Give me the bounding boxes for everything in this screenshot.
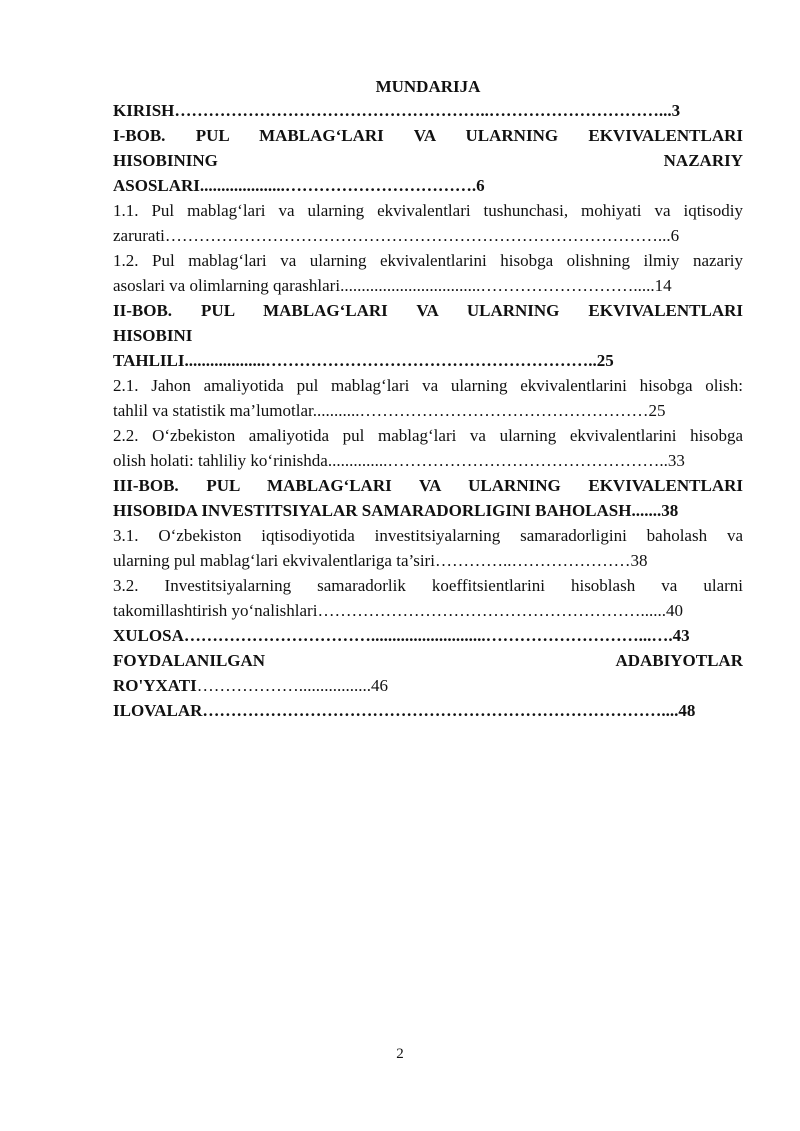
toc-line: ILOVALAR………………………………………………………………………....48: [113, 701, 696, 720]
toc-line: [113, 148, 743, 173]
toc-entry-section-3-1: [113, 523, 743, 573]
toc-line: [113, 673, 743, 698]
toc-line: 1.1. Pul mablag‘lari va ularning ekvivalentlari tushunchasi, mohiyati va iqtisodiy: [113, 201, 743, 220]
toc-line: asoslari va olimlarning qarashlari.................................……………………….....14: [113, 276, 672, 295]
toc-line: TAHLILI...................…………………………………………………..25: [113, 351, 614, 370]
toc-line: KIRISH………………………………………………..…………………………...3: [113, 101, 681, 120]
toc-entry-kirish: [113, 98, 743, 123]
toc-line-part: ……………….................46: [196, 676, 388, 695]
toc-line: ASOSLARI....................…………………………….6: [113, 176, 485, 195]
toc-line: XULOSA……………………………...........................………………………...….43: [113, 626, 690, 645]
toc-entry-references: [113, 648, 743, 698]
toc-line: 2.1. Jahon amaliyotida pul mablag‘lari va ularning ekvivalentlarini hisobga olish:: [113, 376, 743, 395]
toc-line: I-BOB. PUL MABLAG‘LARI VA ULARNING EKVIVALENTLARI: [113, 126, 743, 145]
toc-line-part: FOYDALANILGAN: [113, 651, 266, 670]
toc-line: 3.2. Investitsiyalarning samaradorlik koeffitsientlarini hisoblash va ularni: [113, 576, 743, 595]
toc-line: II-BOB. PUL MABLAG‘LARI VA ULARNING EKVIVALENTLARI: [113, 301, 743, 320]
toc-line: HISOBIDA INVESTITSIYALAR SAMARADORLIGINI BAHOLASH.......38: [113, 501, 679, 520]
toc-entry-section-2-2: [113, 423, 743, 473]
toc-entry-section-2-1: [113, 373, 743, 423]
toc-entry-xulosa: [113, 623, 743, 648]
toc-line: 2.2. O‘zbekiston amaliyotida pul mablag‘lari va ularning ekvivalentlarini hisobga: [113, 426, 743, 445]
toc-line: zarurati……………………………………………………………………………...6: [113, 226, 680, 245]
toc-line: takomillashtirish yo‘nalishlari…………………………………………………......40: [113, 601, 683, 620]
page-number: 2: [396, 1046, 404, 1062]
toc-line: 1.2. Pul mablag‘lari va ularning ekvivalentlarini hisobga olishning ilmiy nazariy: [113, 251, 743, 270]
toc-line-part: RO'YXATI: [113, 676, 197, 695]
toc-line-part: NAZARIY: [663, 151, 743, 170]
toc-entry-section-3-2: [113, 573, 743, 623]
toc-line: ularning pul mablag‘lari ekvivalentlariga ta’siri…………..…………………38: [113, 551, 648, 570]
toc-title: MUNDARIJA: [375, 77, 481, 96]
toc-line: III-BOB. PUL MABLAG‘LARI VA ULARNING EKVIVALENTLARI: [113, 476, 743, 495]
toc-line: 3.1. O‘zbekiston iqtisodiyotida investitsiyalarning samaradorligini baholash va: [113, 526, 743, 545]
toc-line: tahlil va statistik ma’lumotlar...........……………………………………………25: [113, 401, 666, 420]
toc-entry-chapter-3: [113, 473, 743, 523]
toc-line-part: ADABIYOTLAR: [615, 651, 743, 670]
toc-line: [113, 648, 743, 673]
toc-entry-chapter-2: [113, 298, 743, 373]
toc-line-part: HISOBINING: [113, 151, 218, 170]
toc-entry-section-1-1: [113, 198, 743, 248]
toc-entry-chapter-1: [113, 123, 743, 198]
toc-line: HISOBINI: [113, 326, 193, 345]
toc-line: olish holati: tahliliy ko‘rinishda..............…………………………………………..33: [113, 451, 685, 470]
toc-entry-section-1-2: [113, 248, 743, 298]
toc-entry-ilovalar: [113, 698, 743, 723]
table-of-contents: [113, 76, 743, 723]
